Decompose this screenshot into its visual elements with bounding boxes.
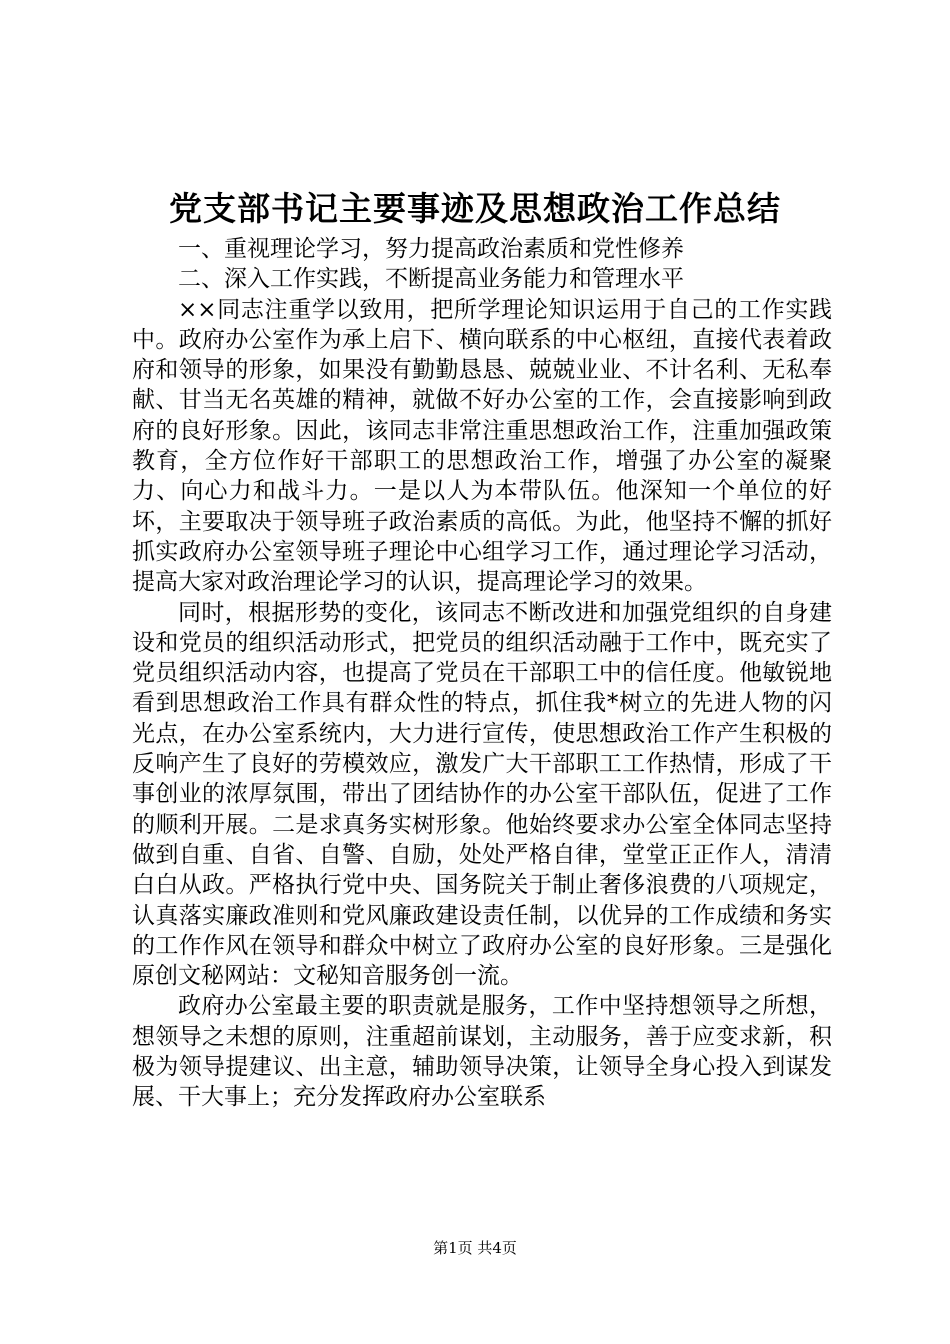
- body-paragraph-1: ××同志注重学以致用，把所学理论知识运用于自己的工作实践中。政府办公室作为承上启下、横向联系的中心枢纽，直接代表着政府和领导的形象，如果没有勤勤恳恳、兢兢业业、不计名利、无私奉献、甘当无名英雄的精神，就做不好办公室的工作，会直接影响到政府的良好形象。因此，该同志非常注重思想政治工作，注重加强政策教育，全方位作好干部职工的思想政治工作，增强了办公室的凝聚力、向心力和战斗力。一是以人为本带队伍。他深知一个单位的好坏，主要取决于领导班子政治素质的高低。为此，他坚持不懈的抓好抓实政府办公室领导班子理论中心组学习工作，通过理论学习活动，提高大家对政治理论学习的认识，提高理论学习的效果。: [132, 296, 832, 596]
- document-title: 党支部书记主要事迹及思想政治工作总结: [169, 189, 781, 228]
- document-body: [132, 234, 832, 1113]
- body-paragraph-2: 同时，根据形势的变化，该同志不断改进和加强党组织的自身建设和党员的组织活动形式，把党员的组织活动融于工作中，既充实了党员组织活动内容，也提高了党员在干部职工中的信任度。他敏锐地看到思想政治工作具有群众性的特点，抓住我*树立的先进人物的闪光点，在办公室系统内，大力进行宣传，使思想政治工作产生积极的反响产生了良好的劳模效应，激发广大干部职工工作热情，形成了干事创业的浓厚氛围，带出了团结协作的办公室干部队伍，促进了工作的顺利开展。二是求真务实树形象。他始终要求办公室全体同志坚持做到自重、自省、自警、自励，处处严格自律，堂堂正正作人，清清白白从政。严格执行党中央、国务院关于制止奢侈浪费的八项规定，认真落实廉政准则和党风廉政建设责任制，以优异的工作成绩和务实的工作作风在领导和群众中树立了政府办公室的良好形象。三是强化原创文秘网站：文秘知音服务创一流。: [132, 599, 832, 990]
- section-heading-1: 一、重视理论学习，努力提高政治素质和党性修养: [178, 236, 684, 262]
- section-heading-2: 二、深入工作实践，不断提高业务能力和管理水平: [178, 266, 684, 293]
- body-paragraph-3: 政府办公室最主要的职责就是服务，工作中坚持想领导之所想，想领导之未想的原则，注重超前谋划，主动服务，善于应变求新，积极为领导提建议、出主意，辅助领导决策，让领导全身心投入到谋发展、干大事上；充分发挥政府办公室联系: [132, 993, 832, 1111]
- page-number-footer: 第1页 共4页: [433, 1239, 517, 1257]
